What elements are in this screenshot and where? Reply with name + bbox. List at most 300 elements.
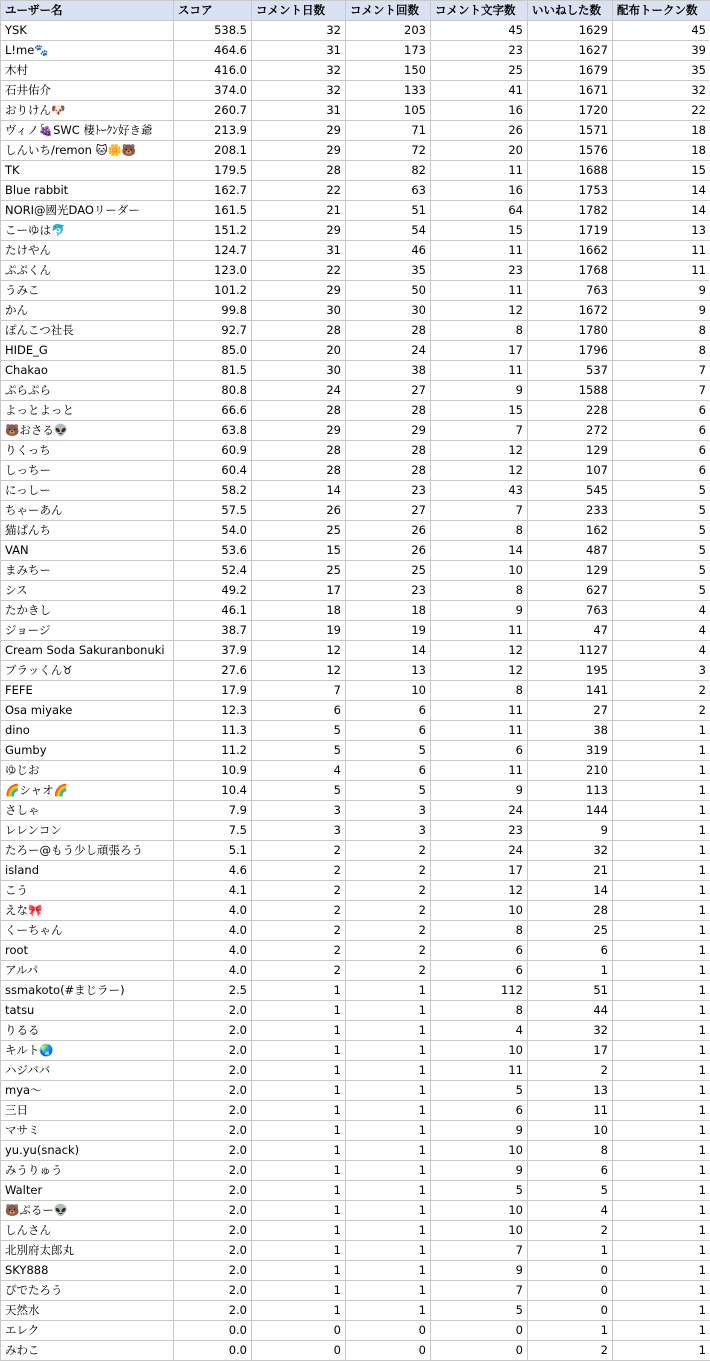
- cell-likes: 141: [528, 681, 613, 701]
- cell-comment-days: 2: [252, 961, 346, 981]
- cell-comment-chars: 6: [431, 941, 528, 961]
- cell-comment-chars: 10: [431, 1201, 528, 1221]
- cell-likes: 44: [528, 1001, 613, 1021]
- cell-tokens: 7: [613, 381, 710, 401]
- cell-username: TK: [1, 161, 174, 181]
- cell-likes: 1576: [528, 141, 613, 161]
- table-row: [1, 981, 710, 1001]
- cell-likes: 32: [528, 1021, 613, 1041]
- cell-comment-days: 28: [252, 461, 346, 481]
- cell-tokens: 9: [613, 301, 710, 321]
- cell-comment-days: 17: [252, 581, 346, 601]
- cell-comment-days: 31: [252, 241, 346, 261]
- cell-likes: 0: [528, 1261, 613, 1281]
- cell-comment-days: 1: [252, 1021, 346, 1041]
- cell-tokens: 1: [613, 781, 710, 801]
- cell-score: 81.5: [174, 361, 252, 381]
- table-row: [1, 681, 710, 701]
- table-row: [1, 1081, 710, 1101]
- cell-comment-count: 1: [346, 1301, 431, 1321]
- cell-comment-chars: 10: [431, 561, 528, 581]
- cell-comment-chars: 9: [431, 1121, 528, 1141]
- cell-comment-chars: 9: [431, 381, 528, 401]
- cell-comment-chars: 11: [431, 161, 528, 181]
- cell-tokens: 1: [613, 1201, 710, 1221]
- header-tokens: 配布トークン数: [613, 1, 710, 21]
- cell-score: 260.7: [174, 101, 252, 121]
- cell-comment-days: 24: [252, 381, 346, 401]
- cell-tokens: 1: [613, 1081, 710, 1101]
- cell-tokens: 14: [613, 201, 710, 221]
- cell-score: 4.0: [174, 901, 252, 921]
- cell-score: 38.7: [174, 621, 252, 641]
- cell-comment-days: 30: [252, 361, 346, 381]
- cell-username: VAN: [1, 541, 174, 561]
- cell-comment-chars: 23: [431, 261, 528, 281]
- cell-username: dino: [1, 721, 174, 741]
- cell-comment-chars: 17: [431, 341, 528, 361]
- table-row: [1, 281, 710, 301]
- cell-score: 4.0: [174, 961, 252, 981]
- cell-username: キルト🌏: [1, 1041, 174, 1061]
- cell-comment-days: 2: [252, 941, 346, 961]
- cell-likes: 129: [528, 561, 613, 581]
- cell-tokens: 1: [613, 1261, 710, 1281]
- table-row: [1, 181, 710, 201]
- cell-username: にっしー: [1, 481, 174, 501]
- table-row: [1, 1141, 710, 1161]
- cell-username: Chakao: [1, 361, 174, 381]
- cell-tokens: 11: [613, 261, 710, 281]
- cell-comment-days: 12: [252, 641, 346, 661]
- table-row: [1, 141, 710, 161]
- table-row: [1, 1041, 710, 1061]
- cell-score: 46.1: [174, 601, 252, 621]
- cell-tokens: 6: [613, 441, 710, 461]
- cell-comment-chars: 7: [431, 421, 528, 441]
- cell-score: 2.0: [174, 1101, 252, 1121]
- cell-likes: 28: [528, 901, 613, 921]
- cell-username: たろー@もう少し頑張ろう: [1, 841, 174, 861]
- cell-score: 213.9: [174, 121, 252, 141]
- cell-score: 2.0: [174, 1121, 252, 1141]
- cell-likes: 545: [528, 481, 613, 501]
- cell-comment-count: 1: [346, 1081, 431, 1101]
- cell-score: 2.0: [174, 1141, 252, 1161]
- cell-score: 12.3: [174, 701, 252, 721]
- header-comment-chars: コメント文字数: [431, 1, 528, 21]
- cell-likes: 1: [528, 1241, 613, 1261]
- table-row: [1, 381, 710, 401]
- cell-score: 2.0: [174, 1281, 252, 1301]
- table-row: [1, 501, 710, 521]
- cell-tokens: 1: [613, 1041, 710, 1061]
- table-row: [1, 101, 710, 121]
- cell-comment-chars: 12: [431, 301, 528, 321]
- cell-tokens: 1: [613, 1181, 710, 1201]
- cell-username: ハジババ: [1, 1061, 174, 1081]
- cell-comment-days: 25: [252, 561, 346, 581]
- cell-likes: 47: [528, 621, 613, 641]
- cell-comment-chars: 11: [431, 721, 528, 741]
- cell-comment-days: 1: [252, 981, 346, 1001]
- cell-likes: 21: [528, 861, 613, 881]
- cell-tokens: 1: [613, 941, 710, 961]
- cell-username: ゆじお: [1, 761, 174, 781]
- cell-score: 7.9: [174, 801, 252, 821]
- cell-username: 🌈シャオ🌈: [1, 781, 174, 801]
- cell-username: さしゃ: [1, 801, 174, 821]
- cell-comment-chars: 6: [431, 1101, 528, 1121]
- cell-comment-count: 26: [346, 521, 431, 541]
- cell-comment-chars: 11: [431, 761, 528, 781]
- cell-likes: 1629: [528, 21, 613, 41]
- cell-likes: 1796: [528, 341, 613, 361]
- cell-comment-count: 46: [346, 241, 431, 261]
- cell-likes: 1688: [528, 161, 613, 181]
- cell-comment-chars: 9: [431, 601, 528, 621]
- cell-comment-days: 28: [252, 401, 346, 421]
- cell-comment-days: 1: [252, 1121, 346, 1141]
- table-row: [1, 441, 710, 461]
- cell-likes: 1780: [528, 321, 613, 341]
- cell-tokens: 3: [613, 661, 710, 681]
- cell-comment-count: 2: [346, 841, 431, 861]
- cell-tokens: 5: [613, 521, 710, 541]
- cell-tokens: 11: [613, 241, 710, 261]
- cell-tokens: 1: [613, 821, 710, 841]
- cell-username: 木村: [1, 61, 174, 81]
- cell-score: 374.0: [174, 81, 252, 101]
- table-row: [1, 1321, 710, 1341]
- cell-comment-count: 26: [346, 541, 431, 561]
- cell-comment-chars: 45: [431, 21, 528, 41]
- cell-comment-chars: 9: [431, 781, 528, 801]
- cell-score: 53.6: [174, 541, 252, 561]
- cell-tokens: 1: [613, 1101, 710, 1121]
- cell-tokens: 7: [613, 361, 710, 381]
- cell-likes: 9: [528, 821, 613, 841]
- cell-comment-days: 29: [252, 281, 346, 301]
- cell-comment-days: 0: [252, 1341, 346, 1361]
- cell-tokens: 1: [613, 1321, 710, 1341]
- cell-comment-count: 1: [346, 1281, 431, 1301]
- cell-comment-days: 2: [252, 881, 346, 901]
- cell-tokens: 18: [613, 141, 710, 161]
- cell-comment-count: 1: [346, 1121, 431, 1141]
- cell-comment-count: 150: [346, 61, 431, 81]
- cell-comment-chars: 10: [431, 901, 528, 921]
- cell-tokens: 1: [613, 1161, 710, 1181]
- cell-likes: 10: [528, 1121, 613, 1141]
- cell-score: 54.0: [174, 521, 252, 541]
- cell-comment-days: 32: [252, 81, 346, 101]
- cell-comment-days: 1: [252, 1281, 346, 1301]
- table-row: [1, 1221, 710, 1241]
- cell-tokens: 1: [613, 1281, 710, 1301]
- cell-comment-chars: 12: [431, 641, 528, 661]
- cell-score: 464.6: [174, 41, 252, 61]
- cell-username: mya〜: [1, 1081, 174, 1101]
- cell-score: 4.1: [174, 881, 252, 901]
- table-row: [1, 221, 710, 241]
- cell-tokens: 18: [613, 121, 710, 141]
- cell-score: 2.0: [174, 1241, 252, 1261]
- cell-score: 179.5: [174, 161, 252, 181]
- cell-comment-chars: 10: [431, 1221, 528, 1241]
- header-comment-count: コメント回数: [346, 1, 431, 21]
- cell-comment-count: 51: [346, 201, 431, 221]
- cell-comment-days: 7: [252, 681, 346, 701]
- cell-comment-count: 24: [346, 341, 431, 361]
- table-row: [1, 1101, 710, 1121]
- cell-tokens: 1: [613, 961, 710, 981]
- table-row: [1, 841, 710, 861]
- cell-score: 57.5: [174, 501, 252, 521]
- cell-likes: 6: [528, 1161, 613, 1181]
- cell-score: 4.6: [174, 861, 252, 881]
- cell-tokens: 6: [613, 461, 710, 481]
- cell-comment-count: 2: [346, 921, 431, 941]
- cell-comment-count: 71: [346, 121, 431, 141]
- cell-likes: 627: [528, 581, 613, 601]
- cell-score: 2.0: [174, 1081, 252, 1101]
- cell-comment-count: 1: [346, 1161, 431, 1181]
- cell-comment-chars: 26: [431, 121, 528, 141]
- cell-comment-count: 6: [346, 761, 431, 781]
- cell-comment-days: 29: [252, 421, 346, 441]
- cell-comment-count: 3: [346, 821, 431, 841]
- cell-comment-chars: 5: [431, 1181, 528, 1201]
- cell-comment-days: 6: [252, 701, 346, 721]
- cell-comment-chars: 17: [431, 861, 528, 881]
- table-row: [1, 521, 710, 541]
- cell-comment-chars: 24: [431, 801, 528, 821]
- cell-tokens: 9: [613, 281, 710, 301]
- cell-score: 58.2: [174, 481, 252, 501]
- cell-comment-days: 18: [252, 601, 346, 621]
- cell-comment-chars: 23: [431, 41, 528, 61]
- cell-comment-days: 1: [252, 1301, 346, 1321]
- cell-score: 2.0: [174, 1261, 252, 1281]
- cell-tokens: 39: [613, 41, 710, 61]
- cell-comment-chars: 8: [431, 681, 528, 701]
- cell-comment-chars: 112: [431, 981, 528, 1001]
- table-row: [1, 721, 710, 741]
- cell-username: くーちゃん: [1, 921, 174, 941]
- table-row: [1, 661, 710, 681]
- cell-comment-chars: 5: [431, 1081, 528, 1101]
- cell-comment-count: 72: [346, 141, 431, 161]
- cell-score: 2.0: [174, 1041, 252, 1061]
- table-row: [1, 481, 710, 501]
- cell-tokens: 5: [613, 481, 710, 501]
- cell-username: Blue rabbit: [1, 181, 174, 201]
- cell-comment-count: 0: [346, 1321, 431, 1341]
- cell-tokens: 2: [613, 701, 710, 721]
- cell-comment-count: 2: [346, 961, 431, 981]
- cell-comment-count: 133: [346, 81, 431, 101]
- cell-likes: 233: [528, 501, 613, 521]
- cell-comment-chars: 14: [431, 541, 528, 561]
- cell-comment-count: 1: [346, 1061, 431, 1081]
- cell-comment-count: 1: [346, 1241, 431, 1261]
- cell-likes: 5: [528, 1181, 613, 1201]
- cell-username: 石井佑介: [1, 81, 174, 101]
- cell-username: ちゃーあん: [1, 501, 174, 521]
- cell-tokens: 1: [613, 1021, 710, 1041]
- cell-comment-days: 28: [252, 441, 346, 461]
- cell-likes: 763: [528, 601, 613, 621]
- cell-likes: 2: [528, 1221, 613, 1241]
- cell-likes: 113: [528, 781, 613, 801]
- cell-comment-days: 1: [252, 1181, 346, 1201]
- cell-likes: 1719: [528, 221, 613, 241]
- cell-tokens: 1: [613, 801, 710, 821]
- cell-comment-chars: 43: [431, 481, 528, 501]
- header-row: [1, 1, 710, 21]
- cell-comment-count: 1: [346, 1141, 431, 1161]
- cell-tokens: 35: [613, 61, 710, 81]
- cell-tokens: 1: [613, 1241, 710, 1261]
- table-row: [1, 901, 710, 921]
- cell-tokens: 14: [613, 181, 710, 201]
- cell-tokens: 15: [613, 161, 710, 181]
- cell-tokens: 45: [613, 21, 710, 41]
- cell-likes: 0: [528, 1281, 613, 1301]
- cell-comment-chars: 15: [431, 401, 528, 421]
- table-row: [1, 561, 710, 581]
- cell-comment-chars: 0: [431, 1321, 528, 1341]
- cell-comment-days: 21: [252, 201, 346, 221]
- cell-comment-chars: 8: [431, 921, 528, 941]
- cell-comment-days: 1: [252, 1041, 346, 1061]
- cell-tokens: 2: [613, 681, 710, 701]
- cell-comment-chars: 25: [431, 61, 528, 81]
- cell-score: 2.0: [174, 1021, 252, 1041]
- cell-comment-days: 1: [252, 1081, 346, 1101]
- cell-comment-count: 82: [346, 161, 431, 181]
- cell-likes: 0: [528, 1301, 613, 1321]
- cell-comment-days: 1: [252, 1261, 346, 1281]
- cell-username: みわこ: [1, 1341, 174, 1361]
- cell-likes: 1588: [528, 381, 613, 401]
- cell-tokens: 5: [613, 501, 710, 521]
- cell-comment-days: 2: [252, 841, 346, 861]
- table-row: [1, 341, 710, 361]
- table-row: [1, 1021, 710, 1041]
- table-row: [1, 781, 710, 801]
- cell-comment-days: 30: [252, 301, 346, 321]
- table-row: [1, 321, 710, 341]
- cell-likes: 25: [528, 921, 613, 941]
- cell-score: 7.5: [174, 821, 252, 841]
- cell-comment-days: 2: [252, 861, 346, 881]
- cell-comment-chars: 10: [431, 1141, 528, 1161]
- cell-score: 63.8: [174, 421, 252, 441]
- cell-username: かん: [1, 301, 174, 321]
- cell-tokens: 5: [613, 581, 710, 601]
- cell-username: よっとよっと: [1, 401, 174, 421]
- cell-tokens: 1: [613, 921, 710, 941]
- table-row: [1, 81, 710, 101]
- cell-username: レレンコン: [1, 821, 174, 841]
- cell-comment-chars: 11: [431, 281, 528, 301]
- table-row: [1, 1301, 710, 1321]
- cell-comment-count: 1: [346, 1201, 431, 1221]
- table-row: [1, 301, 710, 321]
- cell-username: えな🎀: [1, 901, 174, 921]
- cell-tokens: 1: [613, 901, 710, 921]
- cell-comment-count: 1: [346, 1221, 431, 1241]
- cell-tokens: 8: [613, 341, 710, 361]
- cell-tokens: 1: [613, 1301, 710, 1321]
- table-row: [1, 121, 710, 141]
- cell-comment-count: 203: [346, 21, 431, 41]
- cell-likes: 1: [528, 1321, 613, 1341]
- cell-comment-chars: 9: [431, 1161, 528, 1181]
- cell-tokens: 1: [613, 1221, 710, 1241]
- cell-score: 101.2: [174, 281, 252, 301]
- cell-username: YSK: [1, 21, 174, 41]
- cell-likes: 129: [528, 441, 613, 461]
- cell-score: 416.0: [174, 61, 252, 81]
- cell-username: ジョージ: [1, 621, 174, 641]
- table-row: [1, 621, 710, 641]
- cell-comment-chars: 16: [431, 101, 528, 121]
- cell-comment-days: 22: [252, 181, 346, 201]
- cell-likes: 1753: [528, 181, 613, 201]
- cell-likes: 1672: [528, 301, 613, 321]
- table-row: [1, 541, 710, 561]
- cell-comment-count: 13: [346, 661, 431, 681]
- cell-tokens: 1: [613, 1141, 710, 1161]
- cell-comment-count: 63: [346, 181, 431, 201]
- cell-comment-count: 29: [346, 421, 431, 441]
- table-row: [1, 641, 710, 661]
- table-body: [1, 21, 710, 1361]
- cell-comment-count: 1: [346, 1041, 431, 1061]
- cell-likes: 210: [528, 761, 613, 781]
- cell-score: 151.2: [174, 221, 252, 241]
- cell-score: 27.6: [174, 661, 252, 681]
- cell-comment-days: 22: [252, 261, 346, 281]
- cell-comment-count: 25: [346, 561, 431, 581]
- cell-comment-count: 23: [346, 581, 431, 601]
- cell-comment-chars: 64: [431, 201, 528, 221]
- cell-username: ブラッくん♉: [1, 661, 174, 681]
- cell-comment-days: 32: [252, 61, 346, 81]
- cell-username: island: [1, 861, 174, 881]
- cell-likes: 1671: [528, 81, 613, 101]
- cell-comment-chars: 41: [431, 81, 528, 101]
- cell-likes: 1571: [528, 121, 613, 141]
- table-row: [1, 401, 710, 421]
- cell-comment-chars: 11: [431, 241, 528, 261]
- cell-comment-count: 23: [346, 481, 431, 501]
- cell-username: アルパ: [1, 961, 174, 981]
- cell-tokens: 13: [613, 221, 710, 241]
- cell-score: 99.8: [174, 301, 252, 321]
- cell-username: まみちー: [1, 561, 174, 581]
- cell-comment-days: 14: [252, 481, 346, 501]
- cell-comment-days: 29: [252, 221, 346, 241]
- cell-score: 60.9: [174, 441, 252, 461]
- cell-likes: 319: [528, 741, 613, 761]
- cell-tokens: 6: [613, 401, 710, 421]
- cell-username: yu.yu(snack): [1, 1141, 174, 1161]
- cell-tokens: 1: [613, 841, 710, 861]
